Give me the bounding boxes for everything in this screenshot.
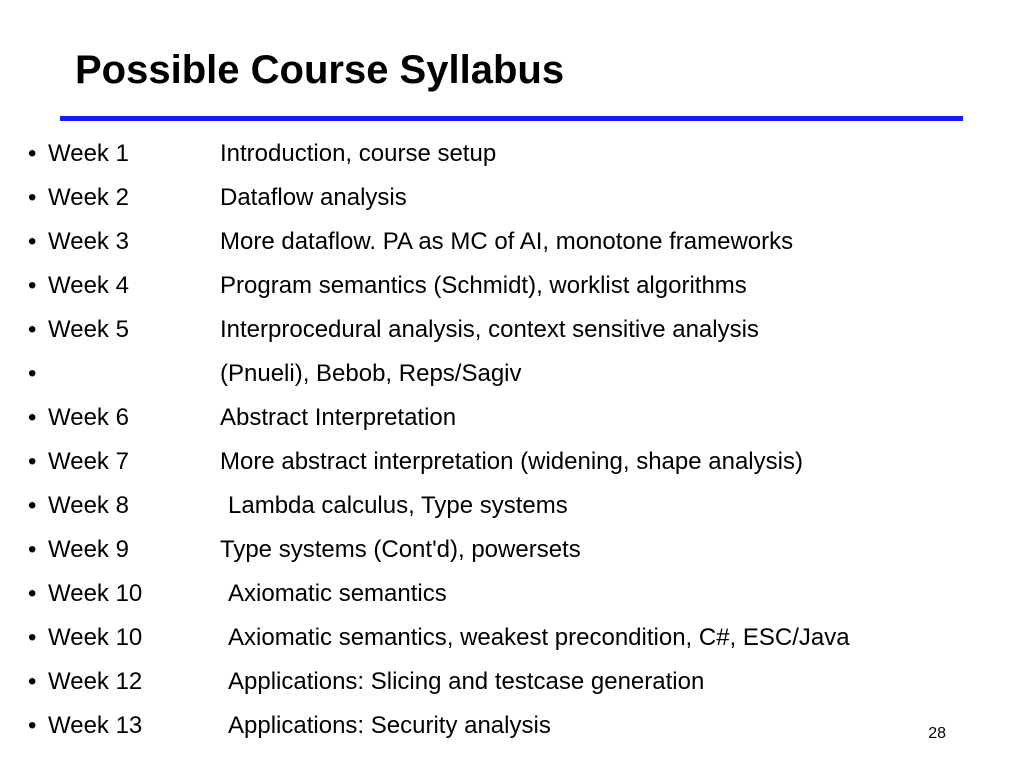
bullet: • [28, 624, 37, 651]
week-label: Week 6 [48, 404, 129, 431]
bullet: • [28, 580, 37, 607]
week-topic: Type systems (Cont'd), powersets [220, 536, 581, 563]
week-label: Week 1 [48, 140, 129, 167]
week-topic: Axiomatic semantics [228, 580, 447, 607]
bullet: • [28, 272, 37, 299]
bullet: • [28, 360, 37, 387]
week-topic: Applications: Slicing and testcase generation [228, 668, 705, 695]
week-label: Week 2 [48, 184, 129, 211]
week-topic: Abstract Interpretation [220, 404, 457, 431]
week-label: Week 8 [48, 492, 129, 519]
bullet: • [28, 228, 37, 255]
week-label: Week 10 [48, 580, 143, 607]
bullet: • [28, 316, 37, 343]
bullet: • [28, 404, 37, 431]
week-label: Week 9 [48, 536, 129, 563]
week-label: Week 3 [48, 228, 129, 255]
bullet: • [28, 492, 37, 519]
title-underline [60, 116, 963, 121]
bullet: • [28, 536, 37, 563]
bullet: • [28, 712, 37, 739]
week-topic: Program semantics (Schmidt), worklist algorithms [220, 272, 747, 299]
week-topic: More abstract interpretation (widening, shape analysis) [220, 448, 803, 475]
week-label: Week 5 [48, 316, 129, 343]
bullet: • [28, 668, 37, 695]
week-topic: Dataflow analysis [220, 184, 407, 211]
bullet: • [28, 140, 37, 167]
week-label: Week 12 [48, 668, 143, 695]
week-topic: Applications: Security analysis [228, 712, 551, 739]
week-topic: Lambda calculus, Type systems [228, 492, 568, 519]
week-label: Week 4 [48, 272, 129, 299]
week-topic: Introduction, course setup [220, 140, 497, 167]
week-topic: Axiomatic semantics, weakest precondition, C#, ESC/Java [228, 624, 850, 651]
week-topic: More dataflow. PA as MC of AI, monotone frameworks [220, 228, 794, 255]
page-number: 28 [928, 725, 946, 742]
week-topic: Interprocedural analysis, context sensitive analysis [220, 316, 759, 343]
week-label: Week 10 [48, 624, 143, 651]
week-topic: (Pnueli), Bebob, Reps/Sagiv [220, 360, 522, 387]
bullet: • [28, 184, 37, 211]
week-label: Week 7 [48, 448, 129, 475]
week-label: Week 13 [48, 712, 143, 739]
bullet: • [28, 448, 37, 475]
slide-title: Possible Course Syllabus [75, 48, 565, 92]
